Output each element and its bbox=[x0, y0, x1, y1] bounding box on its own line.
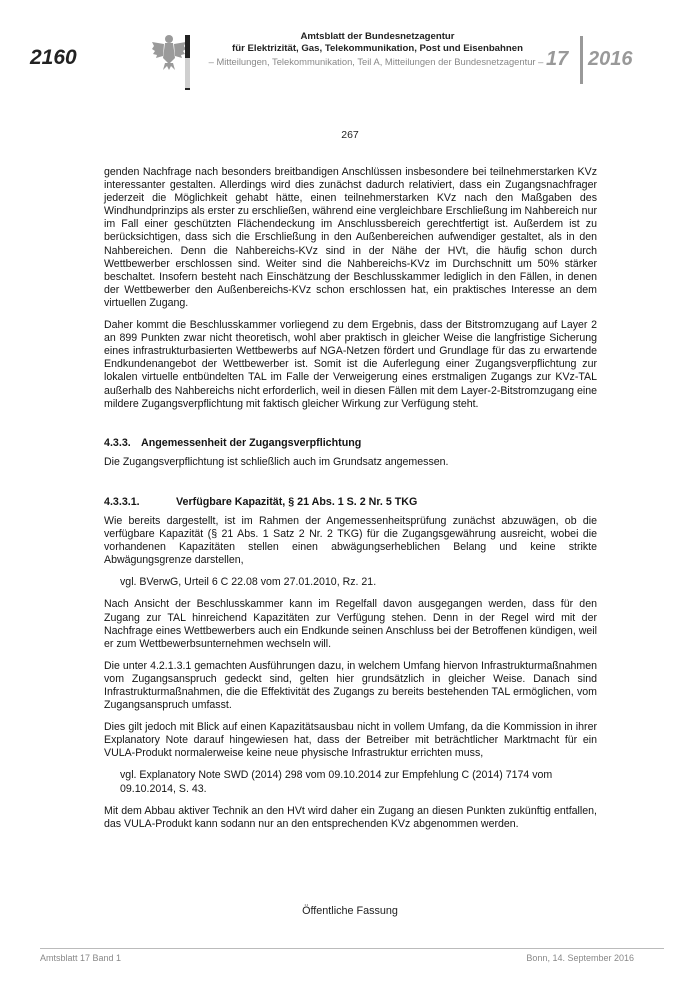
subsection-number: 4.3.3.1. bbox=[104, 495, 140, 508]
paragraph: Daher kommt die Beschlusskammer vorliegend zu dem Ergebnis, dass der Bitstromzugang auf Layer 2 an 899 Punkten zwar nicht theoretisch, wohl aber praktisch in gleicher Weise die langfristige Sicherung eines infrastrukturbasierten Wettbewerbs auf NGA-Netzen fördert und Grundlage für das zu erwartende Endkundenangebot der Wettbewerber ist. Somit ist die Auferlegung einer Zugangsverpflichtung zur lokalen virtuelle entbündelten TAL im Falle der Verweigerung eines erstmaligen Zugangs zur KVz-TAL außerhalb des Nahbereichs nicht erforderlich, weil in diesen Fällen mit dem Layer-2-Bitstromzugang eine mildere Zugangsverpflichtung mit faktisch gleicher Wirkung zur Verfügung steht. bbox=[104, 319, 597, 410]
footer-right: Bonn, 14. September 2016 bbox=[526, 953, 634, 963]
paragraph: Wie bereits dargestellt, ist im Rahmen der Angemessenheitsprüfung zunächst abzuwägen, ob die verfügbare Kapazität (§ 21 Abs. 1 Satz 2 Nr. 2 TKG) für die Zugangsgewährung ausreicht, wobei die vorhandenen Kapazitäten stellen einen abwägungserheblichen Belang und keine strikte Abwägungsgrenze darstellen, bbox=[104, 514, 597, 567]
subsection-heading bbox=[104, 496, 597, 509]
public-version-label: Öffentliche Fassung bbox=[302, 905, 398, 917]
citation: vgl. Explanatory Note SWD (2014) 298 vom 09.10.2014 zur Empfehlung C (2014) 7174 vom 09.10.2014, S. 43. bbox=[120, 769, 553, 795]
citation: vgl. BVerwG, Urteil 6 C 22.08 vom 27.01.2010, Rz. 21. bbox=[120, 576, 377, 589]
footer-left: Amtsblatt 17 Band 1 bbox=[40, 953, 122, 963]
footer-divider bbox=[40, 948, 664, 949]
paragraph: Dies gilt jedoch mit Blick auf einen Kapazitätsausbau nicht in vollem Umfang, da die Kommission in ihrer Explanatory Note darauf hingewiesen hat, dass der Betreiber mit beträchtlicher Marktmacht für ein VULA-Produkt normalerweise keine neue physische Infrastruktur errichten muss, bbox=[104, 721, 597, 760]
document-page-number: 267 bbox=[341, 129, 359, 141]
paragraph: Die unter 4.2.1.3.1 gemachten Ausführungen dazu, in welchem Umfang hiervon Infrastrukturmaßnahmen vom Zugangsanspruch gedeckt sind, gelten hier grundsätzlich in gleicher Weise. Danach sind Infrastrukturmaßnahmen, die die Effektivität des Zugangs zu bereits bestehenden TAL ermöglichen, vom Zugangsanspruch umfasst. bbox=[104, 659, 597, 712]
header-title bbox=[200, 31, 555, 55]
section-number: 4.3.3. bbox=[104, 436, 131, 449]
federal-eagle-icon bbox=[151, 32, 187, 72]
header-title-line2: für Elektrizität, Gas, Telekommunikation, Post und Eisenbahnen bbox=[232, 43, 523, 54]
document-body bbox=[104, 166, 597, 840]
paragraph: Nach Ansicht der Beschlusskammer kann im Regelfall davon ausgegangen werden, dass für den Zugang zur TAL hinreichend Kapazitäten zur Verfügung stehen. Denn in der Regel wird mit der Nachfrage eines Wettbewerbers auch ein Endkunde seinen Anschluss bei der Betroffenen kündigen, weil er zum Wettbewerbsunternehmen wechseln will. bbox=[104, 598, 597, 650]
issue-number: 17 bbox=[546, 48, 569, 70]
paragraph: Die Zugangsverpflichtung ist schließlich auch im Grundsatz angemessen. bbox=[104, 455, 449, 468]
section-title: Angemessenheit der Zugangsverpflichtung bbox=[140, 436, 362, 449]
page-number: 2160 bbox=[30, 46, 77, 69]
section-heading bbox=[104, 437, 597, 450]
header-title-line1: Amtsblatt der Bundesnetzagentur bbox=[300, 31, 455, 42]
header-divider-accent bbox=[185, 58, 190, 88]
issue-year: 2016 bbox=[588, 48, 633, 70]
header-subtitle: – Mitteilungen, Telekommunikation, Teil A, Mitteilungen der Bundesnetzagentur – bbox=[208, 56, 544, 67]
paragraph: Mit dem Abbau aktiver Technik an den HVt wird daher ein Zugang an diesen Punkten zukünftig entfallen, das VULA-Produkt kann sodann nur an den entsprechenden KVz abgenommen werden. bbox=[104, 804, 597, 830]
paragraph: genden Nachfrage nach besonders breitbandigen Anschlüssen insbesondere bei teilnehmerstarken KVz interessanter gestalten. Allerdings wird dies zunächst dadurch relativiert, dass ein Zugangsnachfrager jederzeit die Möglichkeit gehabt hätte, einen teilnehmerstarken KVz nach den Maßgaben des Windhundprinzips als erster zu erschließen, während eine vergleichbare Erschließung im Nahbereich nur im Fall einer geschützten Flächendeckung im Anschlussbereich gerechtfertigt ist. Außerdem ist zu berücksichtigen, dass sich die Erschließung in den Außenbereichen aufwendiger gestaltet, als in den Nahbereichen. Denn die Nahbereichs-KVz sind in der Nähe der HVt, die häufig schon durch Wettbewerber erschlossen sind. Weiter sind die Nahbereichs-KVz im Durchschnitt um 50% stärker beschaltet. Insofern besteht nach Einschätzung der Beschlusskammer lediglich in den Fällen, in denen der Wettbewerber den Außenbereichs-KVz schon erschlossen hat, ein praktisches Interesse an dem virtuellen Zugang. bbox=[104, 166, 597, 309]
subsection-title: Verfügbare Kapazität, § 21 Abs. 1 S. 2 Nr. 5 TKG bbox=[176, 495, 418, 508]
issue-separator bbox=[580, 36, 583, 84]
